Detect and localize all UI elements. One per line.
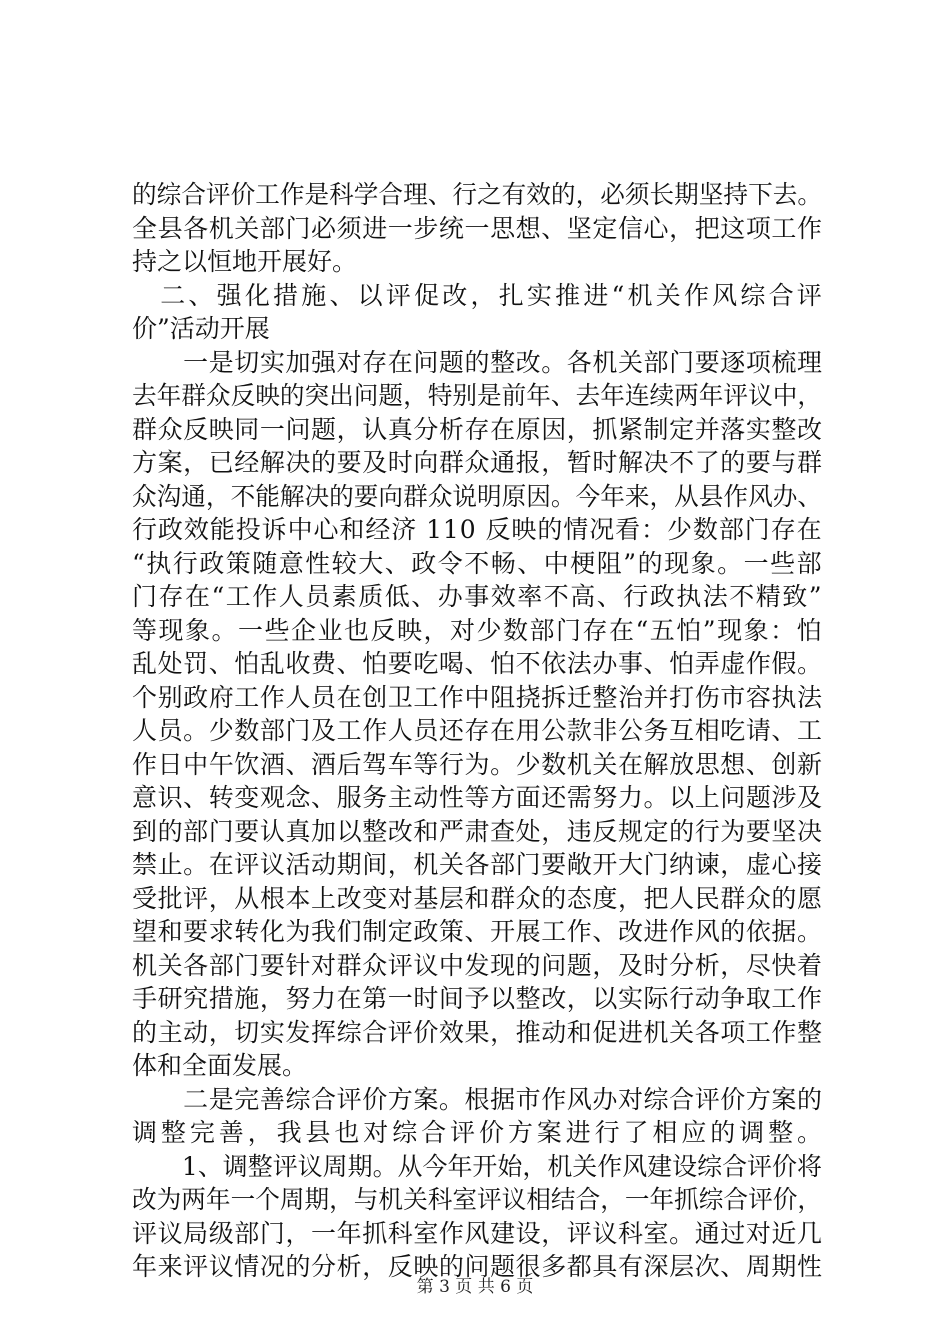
text-line: 持之以恒地开展好。	[132, 247, 358, 276]
text-line: 受批评，从根本上改变对基层和群众的态度，把人民群众的愿	[132, 883, 823, 913]
text-line: 行政效能投诉中心和经济 110 反映的情况看：少数部门存在	[132, 515, 823, 544]
text-line: 二是完善综合评价方案。根据市作风办对综合评价方案的	[132, 1084, 823, 1114]
text-line: 体和全面发展。	[132, 1051, 308, 1080]
text-line: 意识、转变观念、服务主动性等方面还需努力。以上问题涉及	[132, 783, 823, 812]
text-line: 人员。少数部门及工作人员还存在用公款非公务互相吃请、工	[132, 716, 823, 745]
text-line: 门存在“工作人员素质低、办事效率不高、行政执法不精致”	[132, 582, 824, 611]
text-line: 个别政府工作人员在创卫工作中阻挠拆迁整治并打伤市容执法	[132, 682, 823, 712]
text-line: 作日中午饮酒、酒后驾车等行为。少数机关在解放思想、创新	[132, 749, 823, 779]
text-line: 群众反映同一问题，认真分析存在原因，抓紧制定并落实整改	[132, 414, 823, 444]
text-line: 年来评议情况的分析，反映的问题很多都具有深层次、周期性	[132, 1252, 823, 1281]
text-line: 全县各机关部门必须进一步统一思想、坚定信心，把这项工作	[132, 213, 823, 243]
text-line: 禁止。在评议活动期间，机关各部门要敞开大门纳谏，虚心接	[132, 850, 823, 879]
text-line: 的主动，切实发挥综合评价效果，推动和促进机关各项工作整	[132, 1017, 823, 1047]
text-line: 众沟通，不能解决的要向群众说明原因。今年来，从县作风办、	[132, 481, 823, 511]
text-line: 手研究措施，努力在第一时间予以整改，以实际行动争取工作	[132, 984, 823, 1013]
text-line: 的综合评价工作是科学合理、行之有效的，必须长期坚持下去。	[132, 180, 823, 209]
text-line: 等现象。一些企业也反映，对少数部门存在“五怕”现象：怕	[132, 615, 824, 645]
page-footer: 第 3 页 共 6 页	[416, 1277, 534, 1297]
text-line: 一是切实加强对存在问题的整改。各机关部门要逐项梳理	[132, 347, 823, 377]
text-line: “执行政策随意性较大、政令不畅、中梗阻”的现象。一些部	[132, 548, 824, 578]
text-line: 价”活动开展	[132, 314, 270, 343]
text-line: 到的部门要认真加以整改和严肃查处，违反规定的行为要坚决	[132, 816, 823, 846]
text-line: 调整完善，我县也对综合评价方案进行了相应的调整。	[132, 1118, 826, 1147]
text-line: 改为两年一个周期，与机关科室评议相结合，一年抓综合评价，	[132, 1185, 823, 1214]
text-line: 方案，已经解决的要及时向群众通报，暂时解决不了的要与群	[132, 448, 823, 477]
text-line: 1、调整评议周期。从今年开始，机关作风建设综合评价将	[132, 1151, 822, 1181]
text-line: 乱处罚、怕乱收费、怕要吃喝、怕不依法办事、怕弄虚作假。	[132, 649, 823, 678]
text-line: 机关各部门要针对群众评议中发现的问题，及时分析，尽快着	[132, 950, 823, 980]
text-line: 评议局级部门，一年抓科室作风建设，评议科室。通过对近几	[132, 1218, 823, 1248]
text-line: 去年群众反映的突出问题，特别是前年、去年连续两年评议中，	[132, 381, 823, 410]
text-line: 二、强化措施、以评促改，扎实推进“机关作风综合评	[132, 280, 825, 310]
text-line: 望和要求转化为我们制定政策、开展工作、改进作风的依据。	[132, 917, 823, 946]
